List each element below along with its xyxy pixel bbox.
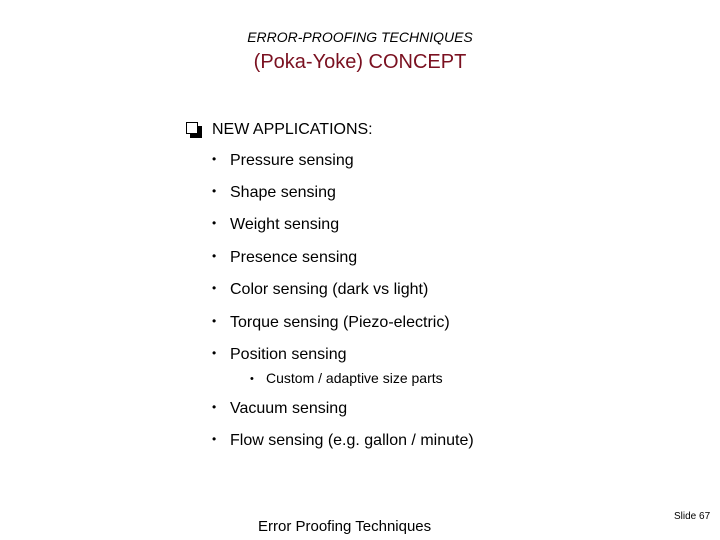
list-item	[212, 314, 450, 332]
bullet-dot: •	[212, 216, 217, 230]
list-item-text: Color sensing (dark vs light)	[230, 281, 429, 298]
bullet-dot: •	[212, 281, 217, 295]
list-item	[212, 216, 339, 234]
list-item-text: Pressure sensing	[230, 152, 354, 169]
sub-list-item-text: Custom / adaptive size parts	[266, 370, 443, 386]
list-item	[212, 152, 354, 170]
list-item-text: Shape sensing	[230, 184, 336, 201]
list-item	[212, 432, 474, 450]
list-item-text: Position sensing	[230, 346, 347, 363]
bullet-dot: •	[212, 184, 217, 198]
list-item-text: Torque sensing (Piezo-electric)	[230, 314, 450, 331]
list-item-text: Weight sensing	[230, 216, 340, 233]
list-item	[212, 184, 336, 202]
list-item	[212, 346, 347, 364]
bullet-dot: •	[212, 432, 217, 446]
list-item-text: Flow sensing (e.g. gallon / minute)	[230, 432, 474, 449]
slide-title: (Poka-Yoke) CONCEPT	[253, 51, 467, 73]
list-item	[212, 281, 428, 299]
bullet-dot: •	[212, 249, 217, 263]
slide-footer: Error Proofing Techniques	[258, 518, 432, 535]
bullet-dot: •	[250, 373, 254, 385]
slide-number: Slide 67	[674, 511, 711, 522]
bullet-dot: •	[212, 346, 217, 360]
section-heading	[186, 121, 373, 139]
bullet-dot: •	[212, 152, 217, 166]
bullet-dot: •	[212, 314, 217, 328]
list-item	[212, 400, 347, 418]
list-item	[212, 249, 357, 267]
list-item-text: Vacuum sensing	[230, 400, 348, 417]
slide-kicker: ERROR-PROOFING TECHNIQUES	[247, 29, 473, 45]
checkbox-bullet-icon	[186, 122, 203, 139]
section-heading-text: NEW APPLICATIONS:	[212, 121, 373, 138]
bullet-dot: •	[212, 400, 217, 414]
sub-list-item	[250, 370, 443, 386]
list-item-text: Presence sensing	[230, 249, 358, 266]
